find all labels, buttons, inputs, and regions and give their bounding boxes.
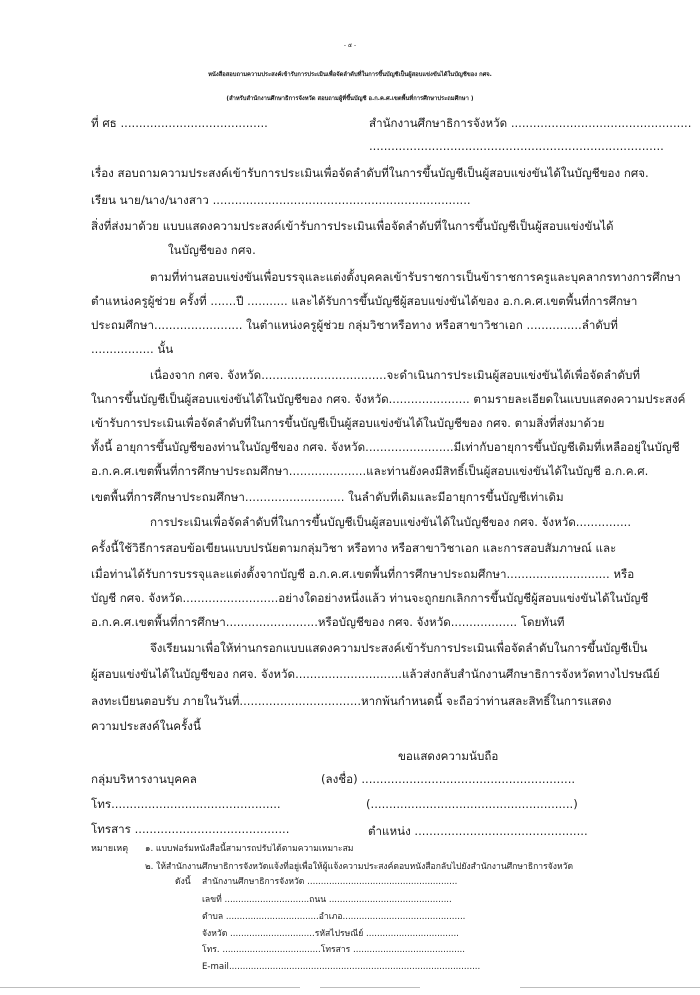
address-label: ดังนี้ (175, 877, 191, 887)
paragraph-2-line: เขตพื้นที่การศึกษาประถมศึกษา........................... ในลำดับที่เดิมและมีอายุการขึ้นบัญชีเท่าเดิม (91, 490, 564, 504)
paragraph-1-line: ตามที่ท่านสอบแข่งขันเพื่อบรรจุและแต่งตั้งบุคคลเข้ารับราชการเป็นข้าราชการครูและบุคลากรทางการศึกษา (150, 270, 681, 284)
paragraph-3-line: อ.ก.ค.ศ.เขตพื้นที่การศึกษา.........................หรือบัญชีของ กศจ. จังหวัด.................. โดยทันที (91, 615, 565, 629)
signer-position: ตำแหน่ง ............................................... (368, 824, 588, 838)
signer-name: (.......................................................) (366, 797, 578, 811)
recipient: เรียน นาย/นาง/นางสาว ...................................................................... (91, 193, 471, 207)
address-line: จังหวัด ...............................รหัสไปรษณีย์ .................................. (202, 929, 459, 939)
notes-label: หมายเหตุ (91, 844, 129, 854)
paragraph-2-line: ในการขึ้นบัญชีเป็นผู้สอบแข่งขันได้ในบัญชีของ กศจ. จังหวัด...................... ตามรายละเอียดในแบบแสดงความประสงค์ (91, 392, 686, 406)
paragraph-3-line: ครั้งนี้ใช้วิธีการสอบข้อเขียนแบบปรนัยตามกลุ่มวิชา หรือทาง หรือสาขาวิชาเอก และการสอบสัมภาษณ์ และ (91, 541, 617, 555)
bottom-divider-middle (320, 987, 420, 988)
department-name: กลุ่มบริหารงานบุคคล (91, 772, 197, 786)
bottom-divider-right (520, 987, 700, 988)
paragraph-2-line: ทั้งนี้ อายุการขึ้นบัญชีของท่านในบัญชีของ กศจ. จังหวัด........................มีเท่ากับอายุการขึ้นบัญชีเดิมที่เหลืออยู่ในบัญชี (91, 440, 680, 454)
paragraph-1-line: ตำแหน่งครูผู้ช่วย ครั้งที่ .......ปี ........... และได้รับการขึ้นบัญชีผู้สอบแข่งขันได้ของ อ.ก.ค.ศ.เขตพื้นที่การศึกษา (91, 294, 638, 308)
document-subtitle: (สำหรับสำนักงานศึกษาธิการจังหวัด สอบถามผู้ที่ขึ้นบัญชี อ.ก.ค.ศ.เขตพื้นที่การศึกษาประถมศึกษา ) (226, 96, 474, 102)
page-number: - ๕ - (343, 43, 357, 49)
note-2: ๒. ให้สำนักงานศึกษาธิการจังหวัดแจ้งที่อยู่เพื่อให้ผู้แจ้งความประสงค์ตอบหนังสือกลับไปยังสำนักงานศึกษาธิการจังหวัด (145, 862, 574, 872)
paragraph-4-line: ความประสงค์ในครั้งนี้ (91, 719, 201, 733)
paragraph-4-line: ลงทะเบียนตอบรับ ภายในวันที่.................................หากพ้นกำหนดนี้ จะถือว่าท่านสละสิทธิ์ในการแสดง (91, 694, 612, 708)
paragraph-2-line: อ.ก.ค.ศ.เขตพื้นที่การศึกษาประถมศึกษา.....................และท่านยังคงมีสิทธิ์เป็นผู้สอบแข่งขันได้ในบัญชี อ.ก.ค.ศ. (91, 464, 649, 478)
enclosure-line-1: สิ่งที่ส่งมาด้วย แบบแสดงความประสงค์เข้ารับการประเมินเพื่อจัดลำดับที่ในการขึ้นบัญชีเป็นผู้สอบแข่งขันได้ (91, 219, 614, 233)
closing: ขอแสดงความนับถือ (398, 749, 499, 763)
address-line: โทร. ....................................โทรสาร ......................................... (202, 945, 466, 955)
enclosure-line-2: ในบัญชีของ กศจ. (168, 243, 256, 257)
bottom-divider-left (0, 987, 300, 988)
office-name: สำนักงานศึกษาธิการจังหวัด ................................................. (369, 116, 692, 130)
paragraph-3-line: เมื่อท่านได้รับการบรรจุและแต่งตั้งจากบัญชี อ.ก.ค.ศ.เขตพื้นที่การศึกษาประถมศึกษา............................ หรือ (91, 567, 635, 581)
address-line: E-mail............................................................................................ (202, 962, 481, 972)
document-title: หนังสือสอบถามความประสงค์เข้ารับการประเมินเพื่อจัดลำดับที่ในการขึ้นบัญชีเป็นผู้สอบแข่งขันได้ในบัญชีของ กศจ. (208, 72, 492, 78)
reference-number: ที่ ศธ ........................................ (91, 116, 268, 130)
note-1: ๑. แบบฟอร์มหนังสือนี้สามารถปรับได้ตามความเหมาะสม (145, 844, 354, 854)
paragraph-3-line: การประเมินเพื่อจัดลำดับที่ในการขึ้นบัญชีเป็นผู้สอบแข่งขันได้ในบัญชีของ กศจ. จังหวัด............... (150, 515, 632, 529)
subject: เรื่อง สอบถามความประสงค์เข้ารับการประเมินเพื่อจัดลำดับที่ในการขึ้นบัญชีเป็นผู้สอบแข่งขันได้ในบัญชีของ กศจ. (91, 166, 649, 180)
paragraph-3-line: บัญชี กศจ. จังหวัด..........................อย่างใดอย่างหนึ่งแล้ว ท่านจะถูกยกเลิกการขึ้นบัญชีผู้สอบแข่งขันได้ในบัญชี (91, 591, 649, 605)
signature-line: (ลงชื่อ) .......................................................... (321, 772, 576, 786)
address-line: เลขที่ ...............................ถนน ............................................. (202, 895, 452, 905)
telephone: โทร.............................................. (91, 797, 281, 811)
office-address: ................................................................................ (369, 139, 664, 153)
address-line: ตำบล ..................................อำเภอ............................................. (202, 912, 466, 922)
paragraph-1-line: ................. นั้น (91, 342, 174, 356)
paragraph-4-line: จึงเรียนมาเพื่อให้ท่านกรอกแบบแสดงความประสงค์เข้ารับการประเมินเพื่อจัดลำดับในการขึ้นบัญชีเป็น (150, 641, 648, 655)
paragraph-4-line: ผู้สอบแข่งขันได้ในบัญชีของ กศจ. จังหวัด.............................แล้วส่งกลับสำนักงานศึกษาธิการจังหวัดทางไปรษณีย์ (91, 667, 660, 681)
paragraph-2-line: เข้ารับการประเมินเพื่อจัดลำดับที่ในการขึ้นบัญชีเป็นผู้สอบแข่งขันได้ในบัญชีของ กศจ. ตามสิ่งที่ส่งมาด้วย (91, 416, 605, 430)
address-line: สำนักงานศึกษาธิการจังหวัด ....................................................... (202, 877, 458, 887)
fax: โทรสาร .......................................... (91, 822, 290, 836)
paragraph-2-line: เนื่องจาก กศจ. จังหวัด..................................จะดำเนินการประเมินผู้สอบแข่งขันได้เพื่อจัดลำดับที่ (150, 368, 640, 382)
paragraph-1-line: ประถมศึกษา........................ ในตำแหน่งครูผู้ช่วย กลุ่มวิชาหรือทาง หรือสาขาวิชาเอก ...............ลำดับที่ (91, 318, 618, 332)
